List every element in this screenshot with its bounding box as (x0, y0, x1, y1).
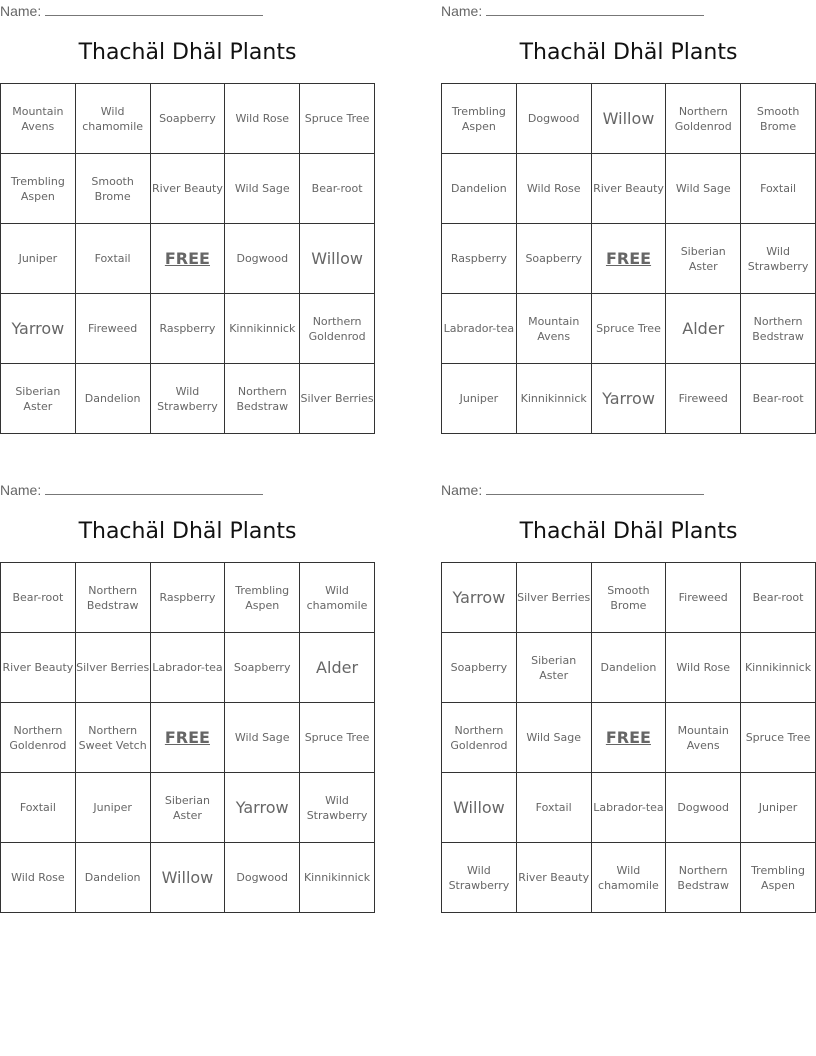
grid-row (1, 563, 375, 633)
grid-cell[interactable]: Fireweed (666, 364, 741, 434)
free-space[interactable]: FREE (150, 224, 225, 294)
grid-cell[interactable]: Kinnikinnick (516, 364, 591, 434)
grid-cell[interactable]: Foxtail (1, 773, 76, 843)
grid-cell[interactable]: Silver Berries (516, 563, 591, 633)
grid-cell[interactable]: Soapberry (516, 224, 591, 294)
grid-cell[interactable]: Wild Rose (516, 154, 591, 224)
grid-cell[interactable]: Juniper (442, 364, 517, 434)
grid-row (1, 154, 375, 224)
bingo-grid (0, 83, 375, 434)
grid-cell[interactable]: Siberian Aster (150, 773, 225, 843)
grid-cell[interactable]: Smooth Brome (741, 84, 816, 154)
free-space[interactable]: FREE (591, 224, 666, 294)
name-field (441, 2, 704, 19)
grid-cell[interactable]: Bear-root (741, 563, 816, 633)
grid-cell[interactable]: Dandelion (442, 154, 517, 224)
grid-cell[interactable]: Bear-root (1, 563, 76, 633)
card-title: Thachäl Dhäl Plants (519, 40, 738, 65)
grid-cell[interactable]: Trembling Aspen (1, 154, 76, 224)
grid-row (1, 84, 375, 154)
grid-cell[interactable]: Wild Strawberry (442, 843, 517, 913)
grid-cell[interactable]: Dogwood (225, 224, 300, 294)
grid-cell[interactable]: Kinnikinnick (741, 633, 816, 703)
grid-cell[interactable]: Spruce Tree (591, 294, 666, 364)
grid-cell[interactable]: Willow (300, 224, 375, 294)
grid-cell[interactable]: Mountain Avens (1, 84, 76, 154)
grid-row (442, 773, 816, 843)
grid-cell[interactable]: Bear-root (300, 154, 375, 224)
grid-cell[interactable]: Northern Sweet Vetch (75, 703, 150, 773)
grid-cell[interactable]: Mountain Avens (516, 294, 591, 364)
grid-row (442, 633, 816, 703)
grid-row (1, 633, 375, 703)
grid-row (1, 703, 375, 773)
grid-cell[interactable]: Silver Berries (75, 633, 150, 703)
card-title: Thachäl Dhäl Plants (519, 519, 738, 544)
grid-cell[interactable]: Siberian Aster (666, 224, 741, 294)
grid-row (442, 224, 816, 294)
grid-cell[interactable]: Northern Goldenrod (442, 703, 517, 773)
grid-cell[interactable]: Spruce Tree (741, 703, 816, 773)
free-space[interactable]: FREE (591, 703, 666, 773)
grid-cell[interactable]: Bear-root (741, 364, 816, 434)
grid-cell[interactable]: Juniper (1, 224, 76, 294)
grid-cell[interactable]: Wild chamomile (591, 843, 666, 913)
grid-cell[interactable]: Labrador-tea (150, 633, 225, 703)
grid-row (1, 294, 375, 364)
name-label: Name: (441, 482, 483, 498)
grid-cell[interactable]: Northern Goldenrod (666, 84, 741, 154)
name-field (441, 481, 704, 498)
grid-cell[interactable]: Wild Sage (666, 154, 741, 224)
grid-cell[interactable]: Foxtail (516, 773, 591, 843)
grid-cell[interactable]: Labrador-tea (442, 294, 517, 364)
name-label: Name: (0, 3, 42, 19)
grid-cell[interactable]: Mountain Avens (666, 703, 741, 773)
name-field (0, 481, 263, 498)
grid-cell[interactable]: Wild Sage (225, 154, 300, 224)
card-title: Thachäl Dhäl Plants (78, 40, 297, 65)
grid-row (442, 294, 816, 364)
grid-cell[interactable]: Wild Strawberry (300, 773, 375, 843)
grid-cell[interactable]: Juniper (75, 773, 150, 843)
grid-cell[interactable]: Wild Sage (516, 703, 591, 773)
name-blank-line[interactable] (486, 2, 704, 16)
grid-cell[interactable]: Wild Rose (225, 84, 300, 154)
grid-cell[interactable]: Siberian Aster (1, 364, 76, 434)
grid-cell[interactable]: Fireweed (666, 563, 741, 633)
grid-cell[interactable]: Soapberry (442, 633, 517, 703)
grid-cell[interactable]: Yarrow (1, 294, 76, 364)
grid-cell[interactable]: Dandelion (75, 364, 150, 434)
grid-cell[interactable]: River Beauty (516, 843, 591, 913)
grid-cell[interactable]: Wild Sage (225, 703, 300, 773)
grid-cell[interactable]: Spruce Tree (300, 703, 375, 773)
grid-cell[interactable]: Dogwood (666, 773, 741, 843)
grid-cell[interactable]: Kinnikinnick (300, 843, 375, 913)
grid-cell[interactable]: Yarrow (442, 563, 517, 633)
grid-cell[interactable]: Northern Bedstraw (741, 294, 816, 364)
grid-row (442, 154, 816, 224)
bingo-grid (441, 562, 816, 913)
grid-cell[interactable]: Northern Goldenrod (1, 703, 76, 773)
grid-cell[interactable]: Dogwood (516, 84, 591, 154)
grid-cell[interactable]: Wild Strawberry (741, 224, 816, 294)
grid-cell[interactable]: Smooth Brome (75, 154, 150, 224)
grid-row (1, 224, 375, 294)
grid-cell[interactable]: Willow (442, 773, 517, 843)
grid-cell[interactable]: Dandelion (591, 633, 666, 703)
grid-cell[interactable]: Trembling Aspen (442, 84, 517, 154)
grid-cell[interactable]: Foxtail (741, 154, 816, 224)
grid-cell[interactable]: Alder (300, 633, 375, 703)
grid-row (1, 364, 375, 434)
name-blank-line[interactable] (486, 481, 704, 495)
grid-cell[interactable]: River Beauty (1, 633, 76, 703)
grid-cell[interactable]: Trembling Aspen (741, 843, 816, 913)
bingo-grid (0, 562, 375, 913)
grid-cell[interactable]: Spruce Tree (300, 84, 375, 154)
grid-cell[interactable]: Willow (150, 843, 225, 913)
grid-cell[interactable]: Foxtail (75, 224, 150, 294)
grid-cell[interactable]: Kinnikinnick (225, 294, 300, 364)
grid-cell[interactable]: Dandelion (75, 843, 150, 913)
grid-cell[interactable]: Raspberry (150, 294, 225, 364)
grid-cell[interactable]: Northern Goldenrod (300, 294, 375, 364)
grid-cell[interactable]: Wild chamomile (75, 84, 150, 154)
grid-cell[interactable]: Wild Rose (666, 633, 741, 703)
grid-row (442, 364, 816, 434)
grid-cell[interactable]: Yarrow (591, 364, 666, 434)
grid-cell[interactable]: River Beauty (150, 154, 225, 224)
name-field (0, 2, 263, 19)
name-label: Name: (0, 482, 42, 498)
grid-cell[interactable]: Willow (591, 84, 666, 154)
grid-cell[interactable]: Raspberry (150, 563, 225, 633)
grid-cell[interactable]: Fireweed (75, 294, 150, 364)
grid-cell[interactable]: Northern Bedstraw (666, 843, 741, 913)
card-title: Thachäl Dhäl Plants (78, 519, 297, 544)
grid-row (442, 703, 816, 773)
grid-cell[interactable]: Smooth Brome (591, 563, 666, 633)
grid-cell[interactable]: Alder (666, 294, 741, 364)
grid-cell[interactable]: Yarrow (225, 773, 300, 843)
grid-row (1, 843, 375, 913)
grid-cell[interactable]: Wild Rose (1, 843, 76, 913)
grid-cell[interactable]: Trembling Aspen (225, 563, 300, 633)
grid-row (442, 563, 816, 633)
name-label: Name: (441, 3, 483, 19)
grid-row (442, 84, 816, 154)
grid-cell[interactable]: Northern Bedstraw (75, 563, 150, 633)
grid-cell[interactable]: Juniper (741, 773, 816, 843)
grid-row (442, 843, 816, 913)
grid-row (1, 773, 375, 843)
bingo-grid (441, 83, 816, 434)
grid-cell[interactable]: Labrador-tea (591, 773, 666, 843)
grid-cell[interactable]: Raspberry (442, 224, 517, 294)
name-blank-line[interactable] (45, 2, 263, 16)
grid-cell[interactable]: Silver Berries (300, 364, 375, 434)
grid-cell[interactable]: Siberian Aster (516, 633, 591, 703)
grid-cell[interactable]: Northern Bedstraw (225, 364, 300, 434)
grid-cell[interactable]: Dogwood (225, 843, 300, 913)
grid-cell[interactable]: River Beauty (591, 154, 666, 224)
grid-cell[interactable]: Soapberry (225, 633, 300, 703)
grid-cell[interactable]: Wild chamomile (300, 563, 375, 633)
grid-cell[interactable]: Wild Strawberry (150, 364, 225, 434)
name-blank-line[interactable] (45, 481, 263, 495)
free-space[interactable]: FREE (150, 703, 225, 773)
grid-cell[interactable]: Soapberry (150, 84, 225, 154)
